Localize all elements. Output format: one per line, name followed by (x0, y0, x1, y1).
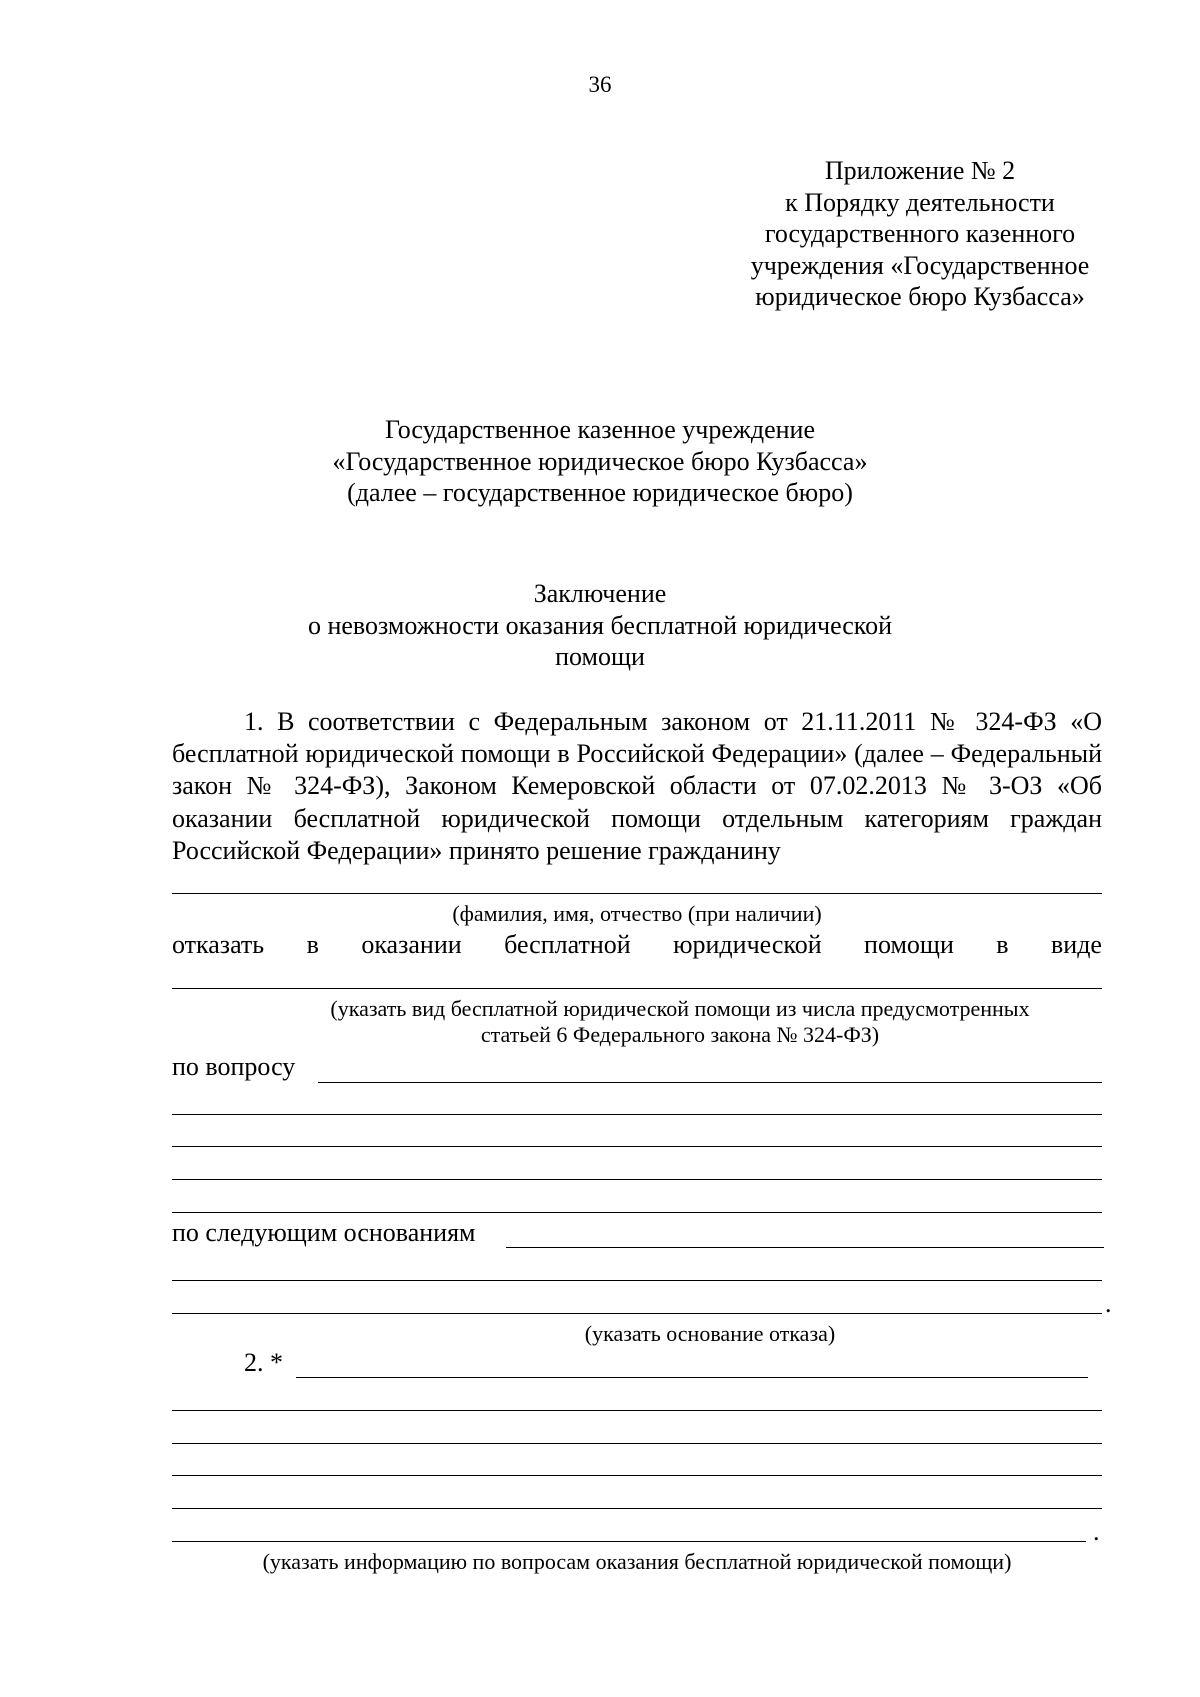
grounds-fill-line[interactable] (506, 1247, 1104, 1248)
paragraph-1: 1. В соответствии с Федеральным законом от 21.11.2011 № 324-ФЗ «О бесплатной юридической помощи в Российской Федерации» (далее – Федеральный закон № 324-ФЗ), Законом Кемеровской области от 07.02.2013 № 3-ОЗ «Об оказании бесплатной юридической помощи отдельным категориям граждан Российской Федерации» принято решение гражданину (172, 707, 1102, 865)
title-line: помощи (555, 642, 645, 671)
title-line: о невозможности оказания бесплатной юридической (307, 610, 893, 640)
question-fill-line[interactable] (172, 1179, 1102, 1180)
refuse-word: юридической (673, 930, 822, 959)
item-2-fill-line[interactable] (172, 1541, 1086, 1542)
question-fill-line[interactable] (318, 1082, 1102, 1083)
question-label: по вопросу (172, 1052, 296, 1081)
refuse-word: виде (1051, 930, 1102, 959)
question-fill-line[interactable] (172, 1212, 1102, 1213)
refuse-word: в (306, 930, 319, 959)
title-line: Заключение (533, 579, 667, 608)
item-2-fill-line[interactable] (172, 1443, 1102, 1444)
item-2-fill-line[interactable] (172, 1508, 1102, 1509)
organization-line: (далее – государственное юридическое бюро) (347, 478, 853, 507)
appendix-line: юридическое бюро Кузбасса» (755, 282, 1085, 311)
page-number: 36 (588, 72, 612, 97)
appendix-block (720, 155, 1120, 313)
item-2-fill-line[interactable] (296, 1377, 1088, 1378)
grounds-fill-line[interactable] (172, 1280, 1102, 1281)
hint-type-line1: (указать вид бесплатной юридической помощи из числа предусмотренных (330, 996, 1030, 1021)
item-2-fill-line[interactable] (172, 1475, 1102, 1476)
hint-type-line2: статьей 6 Федерального закона № 324-ФЗ) (480, 1022, 880, 1047)
question-fill-line[interactable] (172, 1146, 1102, 1147)
appendix-line: Приложение № 2 (824, 156, 1016, 185)
hint-name: (фамилия, имя, отчество (при наличии) (452, 901, 822, 926)
organization-block (220, 414, 980, 509)
organization-line: «Государственное юридическое бюро Кузбасса» (332, 446, 868, 476)
hint-info: (указать информацию по вопросам оказания бесплатной юридической помощи) (262, 1549, 1012, 1574)
item-2-fill-line[interactable] (172, 1410, 1102, 1411)
grounds-label: по следующим основаниям (172, 1218, 476, 1247)
type-fill-line[interactable] (172, 988, 1102, 989)
refuse-word: отказать (172, 930, 265, 959)
appendix-line: учреждения «Государственное (750, 250, 1090, 280)
refuse-word: бесплатной (504, 930, 631, 959)
name-fill-line[interactable] (172, 893, 1102, 894)
refuse-word: оказании (361, 930, 462, 959)
question-fill-line[interactable] (172, 1114, 1102, 1115)
refuse-word: в (996, 930, 1009, 959)
grounds-fill-line[interactable] (172, 1313, 1102, 1314)
item-2-label: 2. * (244, 1348, 283, 1377)
appendix-line: к Порядку деятельности (785, 187, 1055, 217)
refuse-word: помощи (864, 930, 954, 959)
refuse-line (172, 930, 1102, 960)
grounds-period: . (1105, 1289, 1112, 1318)
appendix-line: государственного казенного (764, 219, 1076, 248)
hint-grounds: (указать основание отказа) (584, 1321, 836, 1346)
item-2-period: . (1093, 1517, 1100, 1546)
document-title (220, 578, 980, 673)
organization-line: Государственное казенное учреждение (385, 415, 815, 444)
